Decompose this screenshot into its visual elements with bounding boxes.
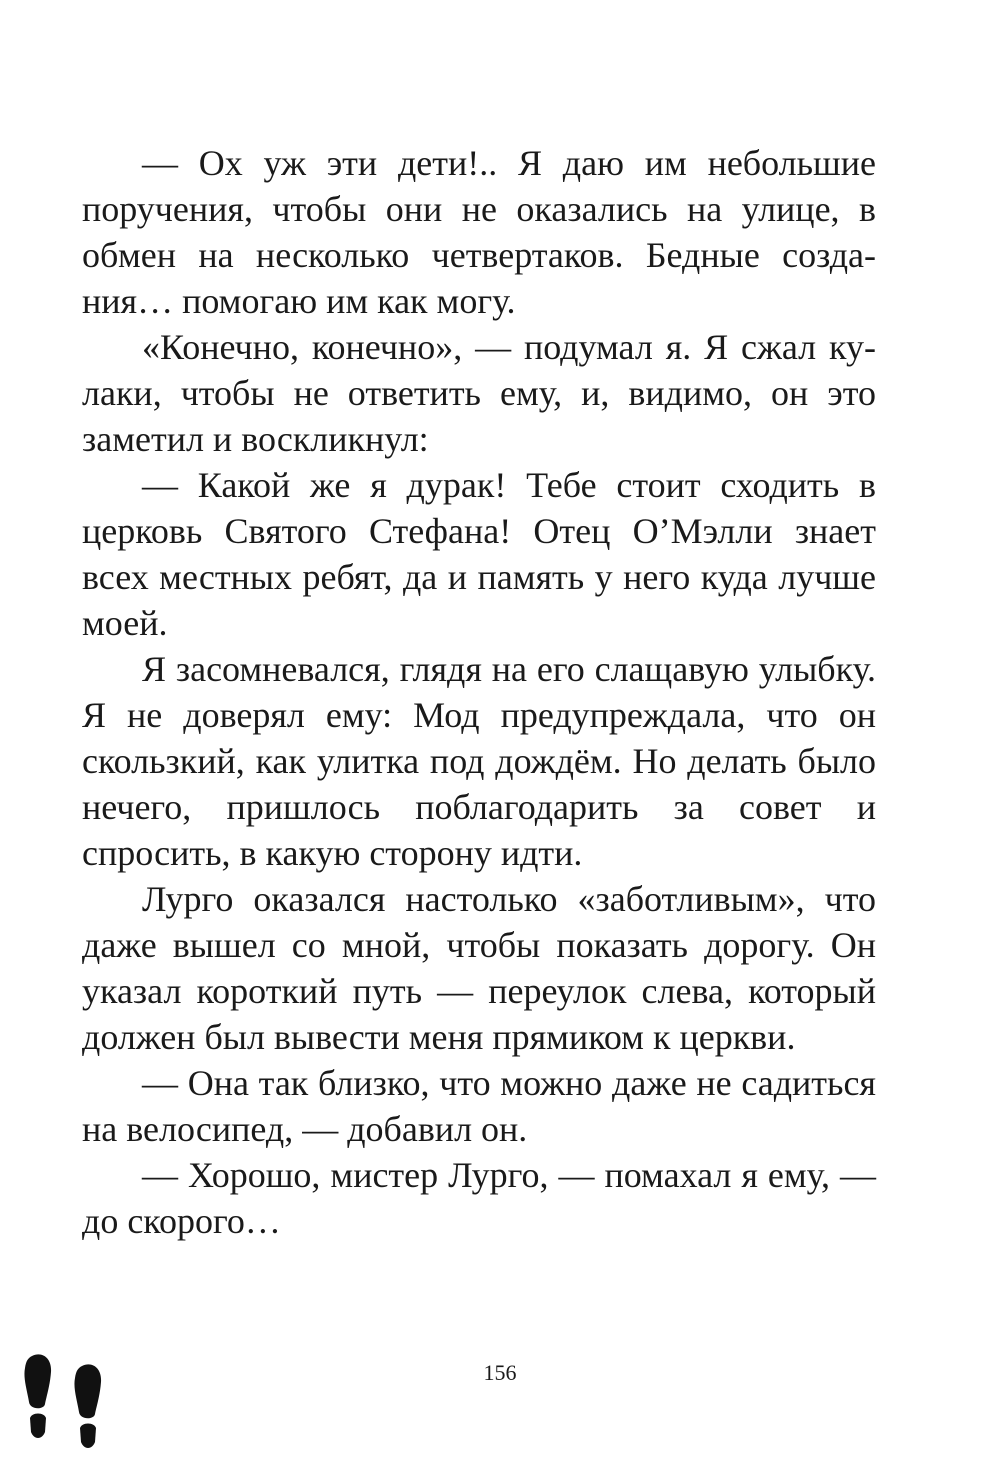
paragraph: Я засомневался, глядя на его слащавую улыбку. Я не доверял ему: Мод предупреждала, что он скользкий, как улитка под дождём. Но делать было нечего, пришлось поблагодарить за совет и спросить, в какую сторону идти. — [82, 649, 876, 873]
page-body — [82, 140, 876, 1244]
paragraph: — Хорошо, мистер Лурго, — помахал я ему, — до скорого… — [82, 1155, 876, 1241]
paragraph: — Ох уж эти дети!.. Я даю им небольшие поручения, чтобы они не оказались на улице, в обмен на несколько четвертаков. Бедные создания… помогаю им как могу. — [82, 143, 876, 321]
paragraph: Лурго оказался настолько «заботливым», что даже вышел со мной, чтобы показать дорогу. Он указал короткий путь — переулок слева, который должен был вывести меня прямиком к церкви. — [82, 879, 876, 1057]
paragraph: — Какой же я дурак! Тебе стоит сходить в церковь Святого Стефана! Отец О’Мэлли знает всех местных ребят, да и память у него куда лучше моей. — [82, 465, 876, 643]
page-number: 156 — [483, 1360, 517, 1385]
paragraph: «Конечно, конечно», — подумал я. Я сжал кулаки, чтобы не ответить ему, и, видимо, он это заметил и воскликнул: — [82, 327, 876, 459]
paragraph: — Она так близко, что можно даже не садиться на велосипед, — добавил он. — [82, 1063, 876, 1149]
